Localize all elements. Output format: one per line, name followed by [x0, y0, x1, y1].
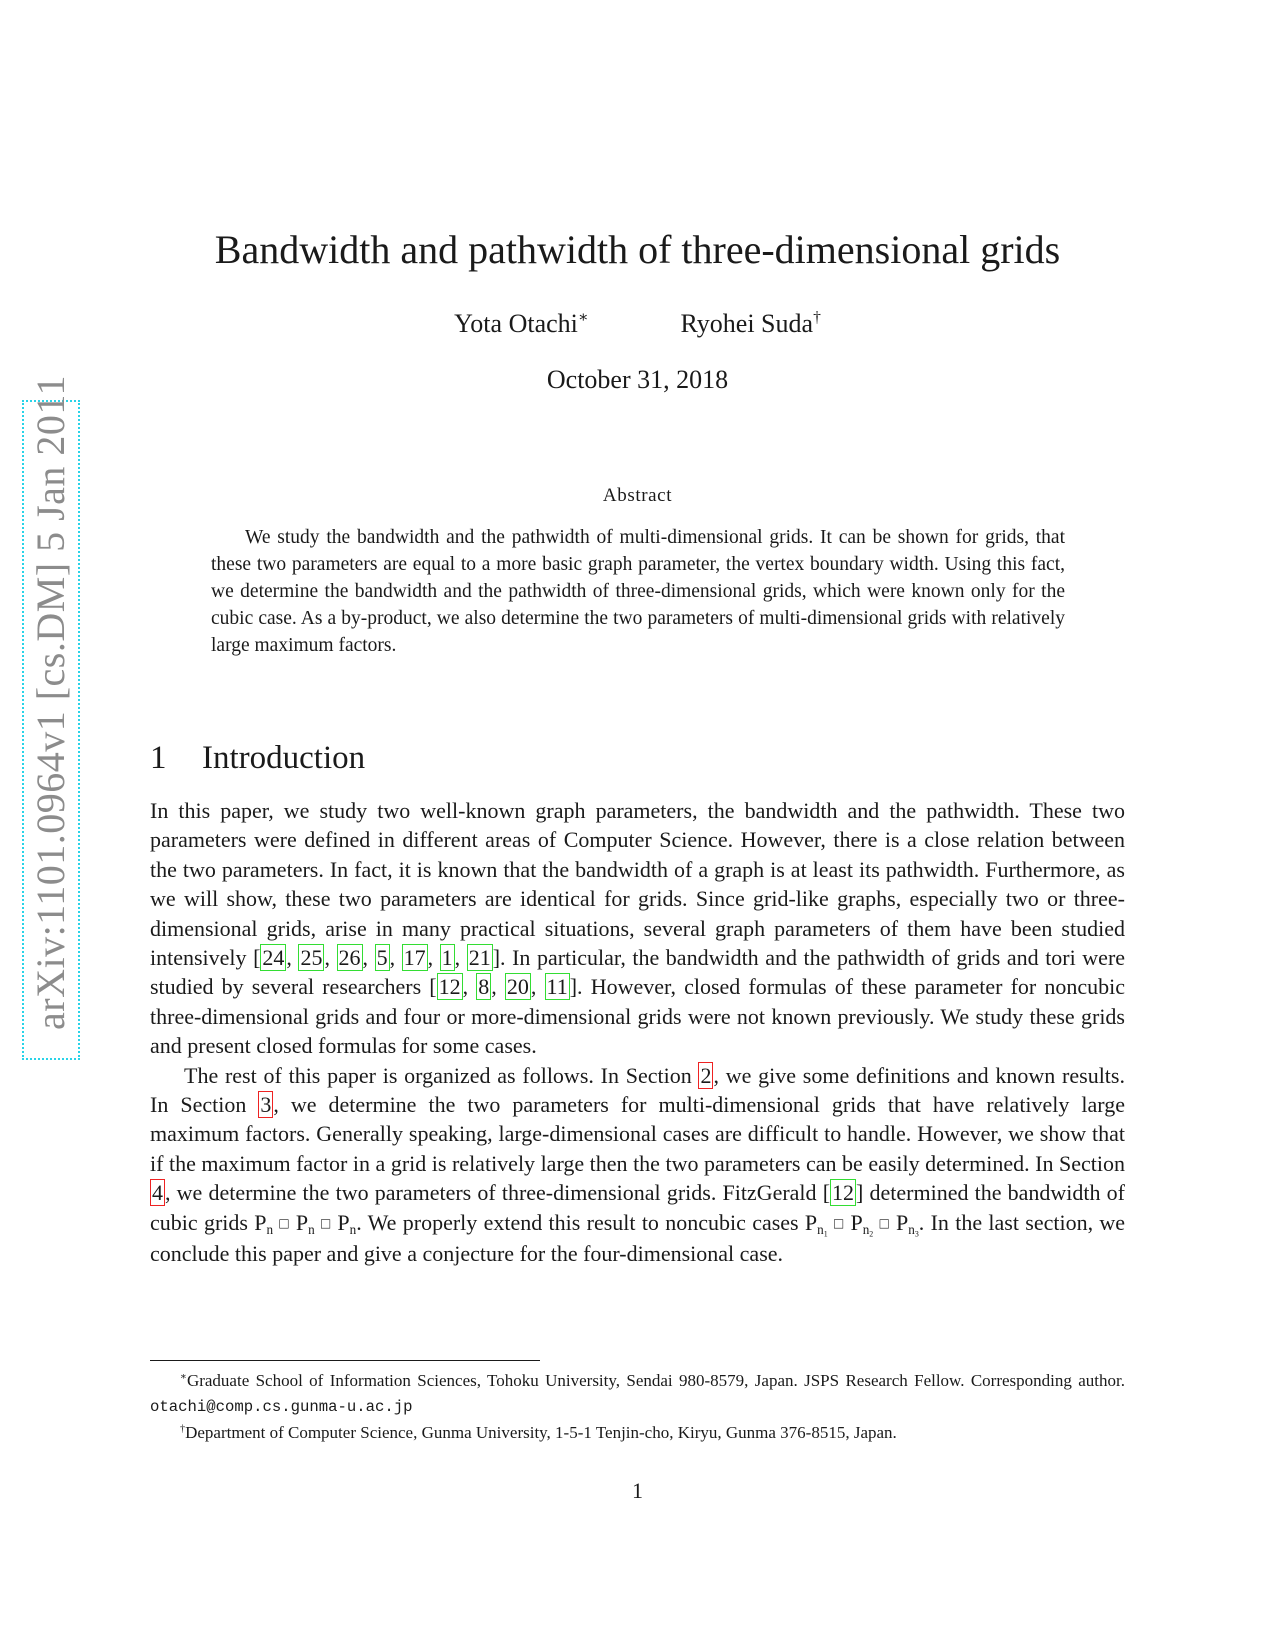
text-run: . We properly extend this result to noncubic cases [356, 1209, 805, 1235]
footnote-1 [150, 1368, 1125, 1420]
footnote-rule [150, 1360, 540, 1361]
section-ref-link[interactable]: 2 [700, 1062, 712, 1088]
formula-symbol: P [295, 1209, 309, 1235]
formula-subscript [817, 1222, 828, 1237]
footnote-mark: ∗ [180, 1371, 187, 1383]
citation-separator: , [491, 974, 505, 1000]
citation-link[interactable]: 12 [438, 974, 461, 1000]
author-name: Ryohei Suda [680, 309, 814, 338]
subscript-index: 3 [914, 1229, 919, 1239]
formula-subscript [908, 1222, 919, 1237]
citation-link[interactable]: 8 [478, 974, 490, 1000]
box-product-symbol: □ [279, 1215, 290, 1233]
citation-link[interactable]: 26 [338, 945, 361, 971]
abstract-text: We study the bandwidth and the pathwidth of multi-dimensional grids. It can be shown for grids, that these two parameters are equal to a more basic graph parameter, the vertex boundary width. Using this fact, we determine the bandwidth and the pathwidth of three-dimensional grids, which were known only for the cubic case. As a by-product, we also determine the two parameters of multi-dimensional grids with relatively large maximum factors. [211, 527, 1065, 656]
footnote-mark: † [180, 1423, 186, 1435]
citation-link[interactable]: 17 [403, 945, 426, 971]
text-run: ]. However, closed formulas of these parameter for noncubic three-dimensional grids and four or more-dimensional grids were not known previously. We study these grids and present closed formulas for some cases. [150, 974, 1126, 1059]
author-list [0, 308, 1275, 340]
intro-paragraph-2 [150, 1061, 1125, 1268]
citation-separator: , [427, 945, 440, 971]
formula-subscript: n [266, 1221, 274, 1237]
box-product-symbol: □ [879, 1215, 890, 1233]
citation-link[interactable]: 5 [376, 945, 388, 971]
footnote-text: Graduate School of Information Sciences, Tohoku University, Sendai 980-8579, Japan. JSPS Research Fellow. Corresponding author. [186, 1371, 1125, 1390]
formula-symbol: P [850, 1209, 863, 1235]
formula-symbol: P [895, 1209, 909, 1235]
section-heading [150, 738, 365, 778]
citation-link[interactable]: 25 [300, 945, 323, 971]
paper-date: October 31, 2018 [546, 365, 729, 394]
author-1 [454, 308, 588, 340]
citation-separator: , [530, 974, 545, 1000]
section-ref-link[interactable]: 3 [260, 1092, 272, 1118]
arxiv-identifier: arXiv:1101.0964v1 [cs.DM] 5 Jan 2011 [28, 375, 73, 1030]
citation-separator: , [362, 945, 375, 971]
author-name: Yota Otachi [454, 309, 578, 338]
box-product-symbol: □ [834, 1215, 845, 1233]
subscript-letter: n [908, 1221, 915, 1237]
formula-symbol: P [254, 1209, 267, 1235]
section-title: Introduction [202, 740, 366, 776]
citation-separator: , [462, 974, 477, 1000]
citation-group [437, 973, 570, 1000]
subscript-index: 2 [869, 1229, 874, 1239]
subscript-letter: n [862, 1221, 870, 1237]
footnotes [150, 1368, 1125, 1445]
footnote-text: Department of Computer Science, Gunma University, 1-5-1 Tenjin-cho, Kiryu, Gunma 376-8515, Japan. [185, 1423, 897, 1442]
text-run: In this paper, we study two well-known graph parameters, the bandwidth and the pathwidth. These two parameters were defined in different areas of Computer Science. However, there is a close relation between the two parameters. In fact, it is known that the bandwidth of a graph is at least its pathwidth. Furthermore, as we will show, these two parameters are identical for grids. Since grid-like graphs, especially two or three-dimensional grids, arise in many practical situations, several graph parameters of them have been studied intensively [ [150, 798, 1125, 971]
abstract-heading: Abstract [602, 485, 673, 506]
citation-separator: , [286, 945, 299, 971]
formula-symbol: P [337, 1209, 350, 1235]
intro-paragraph-1 [150, 796, 1125, 1061]
section-ref-link[interactable]: 4 [152, 1180, 163, 1206]
box-product-symbol: □ [321, 1215, 332, 1233]
section-number: 1 [150, 740, 167, 776]
citation-link[interactable]: 21 [468, 945, 491, 971]
formula-subscript: n [308, 1221, 315, 1237]
citation-separator: , [454, 945, 467, 971]
subscript-letter: n [817, 1221, 824, 1237]
footnote-2 [150, 1420, 1125, 1445]
page-number: 1 [632, 1478, 643, 1503]
author-footnote-mark: ∗ [577, 308, 589, 326]
formula-subscript: n [349, 1221, 357, 1237]
text-run: , we determine the two parameters of three-dimensional grids. FitzGerald [ [165, 1180, 831, 1206]
author-email: otachi@comp.cs.gunma-u.ac.jp [150, 1398, 413, 1416]
noncubic-grid-formula [804, 1209, 919, 1239]
text-run: , we give some definitions and known results. In Section [150, 1062, 1125, 1118]
paper-title: Bandwidth and pathwidth of three-dimensional grids [214, 227, 1061, 272]
introduction-body [150, 796, 1125, 1268]
abstract-body [211, 524, 1065, 659]
citation-separator: , [389, 945, 402, 971]
citation-separator: , [324, 945, 337, 971]
cubic-grid-formula [254, 1210, 356, 1235]
text-run: , we determine the two parameters for multi-dimensional grids that have relatively large maximum factors. Generally speaking, large-dimensional cases are difficult to handle. However, we show that if the maximum factor in a grid is relatively large then the two parameters can be easily determined. In Section [150, 1092, 1125, 1176]
text-run: The rest of this paper is organized as follows. In Section [184, 1062, 699, 1088]
text-run: . In the last section, we conclude this paper and give a conjecture for the four-dimensional case. [150, 1209, 1126, 1266]
formula-symbol: P [804, 1209, 818, 1235]
citation-link[interactable]: 11 [546, 974, 568, 1000]
citation-link[interactable]: 12 [832, 1180, 855, 1206]
citation-link[interactable]: 1 [441, 945, 453, 971]
citation-link[interactable]: 20 [506, 974, 529, 1000]
formula-subscript [863, 1222, 874, 1237]
text-run: ]. In particular, the bandwidth and the pathwidth of grids and tori were studied by several researchers [ [150, 945, 1126, 1000]
author-footnote-mark: † [813, 308, 821, 326]
text-run: ] determined the bandwidth of cubic grids [150, 1180, 1125, 1235]
citation-link[interactable]: 24 [262, 945, 285, 971]
author-2 [680, 308, 820, 340]
subscript-index: 1 [823, 1229, 828, 1239]
citation-group [260, 944, 492, 971]
